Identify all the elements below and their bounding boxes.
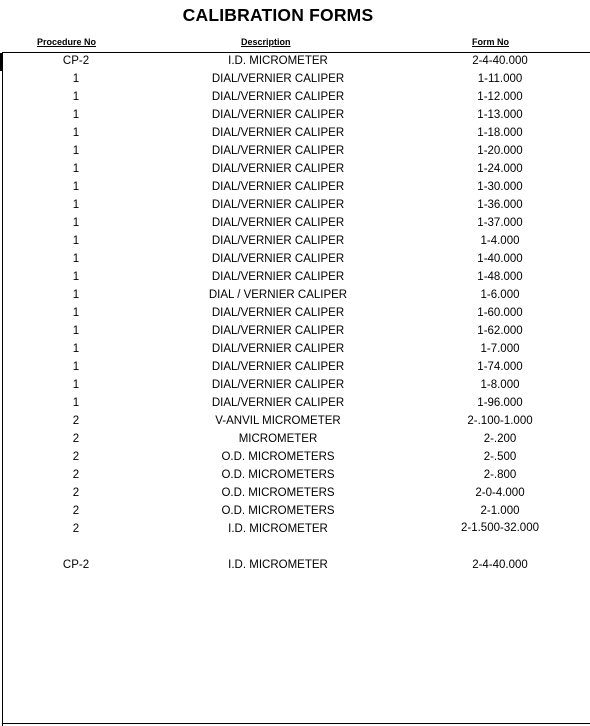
description-cell: DIAL / VERNIER CALIPER [208,289,348,301]
table-row [0,214,590,232]
form-no-cell: 1-6.000 [480,289,520,301]
form-no-cell: 2-4-40.000 [472,55,528,67]
description-cell: DIAL/VERNIER CALIPER [211,271,345,283]
procedure-no-cell: 1 [72,397,80,409]
table-row [0,124,590,142]
form-no-cell: 1-12.000 [477,91,523,103]
description-cell: I.D. MICROMETER [228,55,328,67]
table-row [0,556,590,574]
procedure-no-cell: 1 [72,163,80,175]
form-no-cell: 1-8.000 [480,379,520,391]
table-row [0,268,590,286]
description-cell: O.D. MICROMETERS [221,469,335,481]
description-cell: DIAL/VERNIER CALIPER [211,307,345,319]
form-no-cell: 1-30.000 [477,181,523,193]
procedure-no-cell: 1 [72,361,80,373]
procedure-no-cell: 2 [72,505,80,517]
procedure-no-cell: 1 [72,289,80,301]
form-no-cell: 2-.800 [483,469,517,481]
procedure-no-cell: 1 [72,271,80,283]
table-row [0,106,590,124]
form-no-cell: 2-.200 [483,433,517,445]
table-row [0,142,590,160]
bottom-border [2,723,590,724]
form-no-cell: 2-1.500-32.000 [460,522,539,534]
form-no-cell: 2-0-4.000 [475,487,525,499]
form-no-cell: 2-1.000 [480,505,520,517]
procedure-no-cell: 1 [72,217,80,229]
description-cell: DIAL/VERNIER CALIPER [211,109,345,121]
form-no-cell: 1-4.000 [480,235,520,247]
description-cell: DIAL/VERNIER CALIPER [211,91,345,103]
procedure-no-cell: 1 [72,109,80,121]
form-no-cell: 1-20.000 [477,145,523,157]
procedure-no-cell: 1 [72,235,80,247]
page-title: CALIBRATION FORMS [182,5,374,25]
form-no-cell: 2-.100-1.000 [467,415,533,427]
table-row [0,376,590,394]
procedure-no-cell: 1 [72,91,80,103]
procedure-no-cell: 1 [72,343,80,355]
table-row [0,358,590,376]
form-no-cell: 1-37.000 [477,217,523,229]
procedure-no-cell: CP-2 [62,559,90,571]
table-row [0,394,590,412]
procedure-no-cell: 2 [72,469,80,481]
table-row [0,502,590,520]
description-cell: DIAL/VERNIER CALIPER [211,325,345,337]
form-no-cell: 1-96.000 [477,397,523,409]
form-no-cell: 1-40.000 [477,253,523,265]
description-cell: DIAL/VERNIER CALIPER [211,145,345,157]
description-cell: O.D. MICROMETERS [221,487,335,499]
procedure-no-cell: 1 [72,127,80,139]
table-row [0,88,590,106]
description-cell: MICROMETER [238,433,318,445]
table-row [0,430,590,448]
table-row [0,466,590,484]
description-cell: O.D. MICROMETERS [221,451,335,463]
procedure-no-cell: 2 [72,487,80,499]
form-no-cell: 1-48.000 [477,271,523,283]
form-no-cell: 1-11.000 [477,73,523,85]
description-cell: DIAL/VERNIER CALIPER [211,163,345,175]
table-row [0,322,590,340]
table-row [0,70,590,88]
description-cell: DIAL/VERNIER CALIPER [211,397,345,409]
procedure-no-cell: 1 [72,199,80,211]
description-cell: DIAL/VERNIER CALIPER [211,379,345,391]
form-no-cell: 1-24.000 [477,163,523,175]
table-row [0,160,590,178]
form-no-cell: 1-7.000 [480,343,520,355]
procedure-no-cell: 2 [72,433,80,445]
description-cell: DIAL/VERNIER CALIPER [211,361,345,373]
table-row [0,448,590,466]
description-cell: O.D. MICROMETERS [221,505,335,517]
procedure-no-cell: 1 [72,145,80,157]
form-no-cell: 1-74.000 [477,361,523,373]
table-row [0,52,590,70]
description-cell: DIAL/VERNIER CALIPER [211,127,345,139]
column-header-procedure-no: Procedure No [37,37,97,47]
description-cell: DIAL/VERNIER CALIPER [211,343,345,355]
procedure-no-cell: 1 [72,307,80,319]
forms-table [0,52,590,574]
column-header-description: Description [241,37,291,47]
description-cell: I.D. MICROMETER [228,559,328,571]
procedure-no-cell: 2 [72,451,80,463]
form-no-cell: 1-60.000 [477,307,523,319]
description-cell: DIAL/VERNIER CALIPER [211,73,345,85]
description-cell: DIAL/VERNIER CALIPER [211,235,345,247]
procedure-no-cell: 1 [72,379,80,391]
procedure-no-cell: 2 [72,415,80,427]
table-row [0,178,590,196]
procedure-no-cell: 1 [72,253,80,265]
description-cell: DIAL/VERNIER CALIPER [211,181,345,193]
table-row [0,484,590,502]
table-row [0,232,590,250]
column-header-form-no: Form No [472,37,509,47]
form-no-cell: 1-36.000 [477,199,523,211]
column-header-row [0,37,590,51]
procedure-no-cell: 2 [72,523,80,535]
form-no-cell: 2-4-40.000 [472,559,528,571]
procedure-no-cell: 1 [72,73,80,85]
form-no-cell: 2-.500 [483,451,517,463]
description-cell: I.D. MICROMETER [228,523,328,535]
description-cell: DIAL/VERNIER CALIPER [211,217,345,229]
table-row [0,412,590,430]
form-no-cell: 1-62.000 [477,325,523,337]
form-no-cell: 1-13.000 [477,109,523,121]
form-no-cell: 1-18.000 [477,127,523,139]
table-row [0,520,590,538]
description-cell: DIAL/VERNIER CALIPER [211,253,345,265]
description-cell: V-ANVIL MICROMETER [215,415,341,427]
procedure-no-cell: CP-2 [62,55,90,67]
table-row [0,250,590,268]
description-cell: DIAL/VERNIER CALIPER [211,199,345,211]
table-row [0,304,590,322]
procedure-no-cell: 1 [72,181,80,193]
table-row [0,340,590,358]
procedure-no-cell: 1 [72,325,80,337]
table-row [0,286,590,304]
table-row [0,196,590,214]
